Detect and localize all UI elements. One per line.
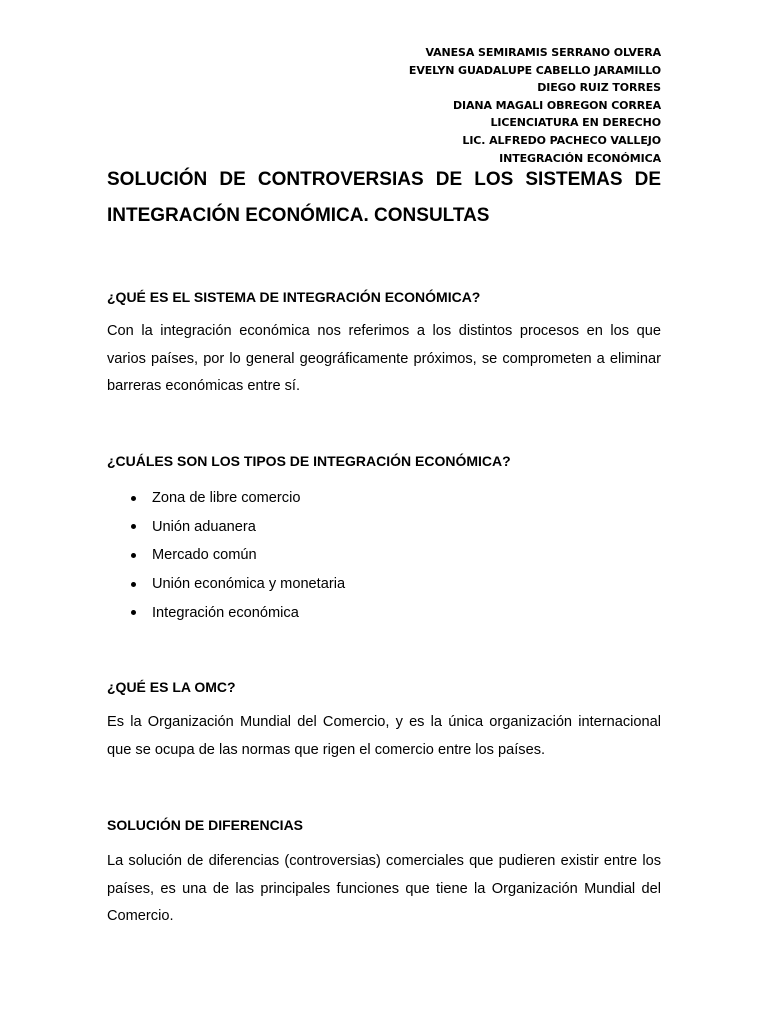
list-item — [107, 570, 345, 599]
section-heading-omc: ¿QUÉ ES LA OMC? — [107, 679, 236, 695]
header-subject: INTEGRACIÓN ECONÓMICA — [499, 151, 661, 165]
bullet-icon — [131, 553, 136, 558]
integration-types-list — [107, 484, 345, 628]
list-item-label: Mercado común — [152, 547, 257, 564]
list-item — [107, 484, 345, 513]
header-professor: LIC. ALFREDO PACHECO VALLEJO — [462, 133, 661, 147]
bullet-icon — [131, 582, 136, 587]
list-item-label: Zona de libre comercio — [152, 490, 301, 506]
section-heading-integration-system: ¿QUÉ ES EL SISTEMA DE INTEGRACIÓN ECONÓMICA? — [107, 289, 481, 305]
header-author-3: DIEGO RUIZ TORRES — [537, 81, 661, 95]
header-degree: LICENCIATURA EN DERECHO — [490, 116, 661, 130]
header-author-1: VANESA SEMIRAMIS SERRANO OLVERA — [425, 46, 661, 59]
list-item-label: Integración económica — [152, 604, 299, 621]
section-body-dispute-settlement: La solución de diferencias (controversias) comerciales que pudieren existir entre los países, es una de las principales funciones que tiene la Organización Mundial del Comercio. — [107, 853, 661, 924]
bullet-icon — [131, 524, 136, 529]
list-item — [107, 541, 345, 570]
author-header-block — [409, 44, 661, 167]
bullet-icon — [131, 610, 136, 615]
list-item — [107, 599, 345, 628]
list-item-label: Unión aduanera — [152, 518, 256, 535]
section-heading-integration-types: ¿CUÁLES SON LOS TIPOS DE INTEGRACIÓN ECONÓMICA? — [107, 453, 511, 469]
list-item-label: Unión económica y monetaria — [152, 576, 346, 593]
list-item — [107, 513, 345, 542]
section-heading-dispute-settlement: SOLUCIÓN DE DIFERENCIAS — [107, 817, 304, 833]
header-author-2: EVELYN GUADALUPE CABELLO JARAMILLO — [408, 63, 661, 77]
bullet-icon — [131, 496, 136, 501]
document-title: SOLUCIÓN DE CONTROVERSIAS DE LOS SISTEMAS DE INTEGRACIÓN ECONÓMICA. CONSULTAS — [107, 169, 661, 226]
section-body-omc: Es la Organización Mundial del Comercio, y es la única organización internacional que se ocupa de las normas que rigen el comercio entre los países. — [107, 714, 661, 758]
header-author-4: DIANA MAGALI OBREGON CORREA — [452, 98, 661, 112]
section-body-integration-system: Con la integración económica nos referimos a los distintos procesos en los que varios países, por lo general geográficamente próximos, se comprometen a eliminar barreras económicas entre sí. — [107, 323, 661, 394]
